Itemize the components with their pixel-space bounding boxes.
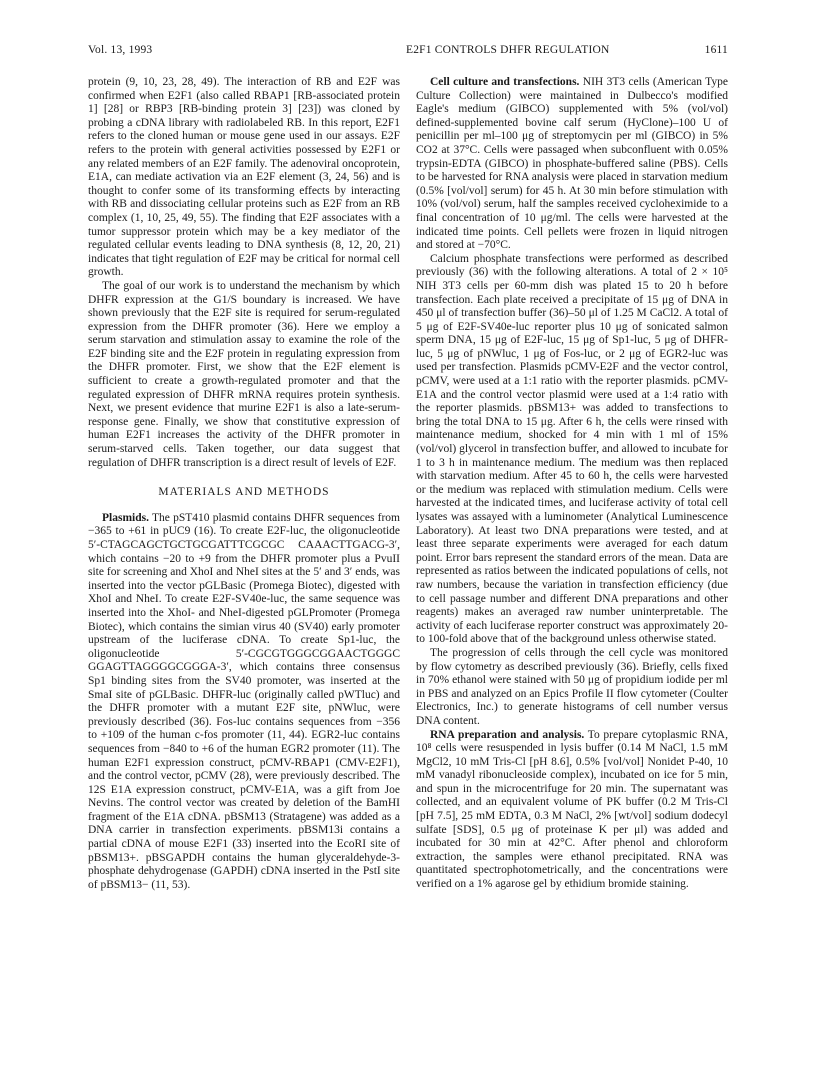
intro-paragraph-1: protein (9, 10, 23, 28, 49). The interaction of RB and E2F was confirmed when E2F1 (also called RBAP1 [RB-associated protein 1] [28] or RBP3 [RB-binding protein 3] [23]) was cloned by probing a cDNA library with radiolabeled RB. In this report, E2F1 refers to the cloned human or mouse gene used in our assays. E2F refers to the protein with general activities possessed by E2F1 or any related members of an E2F family. The adenoviral oncoprotein, E1A, can mediate activation via an E2F element (3, 24, 56) and is thought to confer some of its transforming effects by interacting with RB and dissociating cellular proteins such as E2F from an RB complex (1, 10, 25, 49, 55). The finding that E2F associates with a tumor suppressor protein which may be a key mediator of the regulated cellular events leading to DNA synthesis (8, 12, 20, 21) indicates that tight regulation of E2F may be critical for normal cell growth. <box>88 76 400 279</box>
plasmids-paragraph <box>88 512 400 893</box>
flow-cytometry-paragraph: The progression of cells through the cell cycle was monitored by flow cytometry as described previously (36). Briefly, cells fixed in 70% ethanol were stained with 50 μg of propidium iodide per ml in PBS and analyzed on an Epics Profile II flow cytometer (Coulter Electronics, Inc.) to generate histograms of cell number versus DNA content. <box>416 646 728 727</box>
right-column <box>416 76 728 892</box>
plasmids-heading: Plasmids. <box>102 511 149 524</box>
cell-culture-heading: Cell culture and transfections. <box>430 76 580 88</box>
rna-text: To prepare cytoplasmic RNA, 10⁸ cells were resuspended in lysis buffer (0.14 M NaCl, 1.5 mM MgCl2, 10 mM Tris-Cl [pH 8.6], 0.5% [vol/vol] Nonidet P-40, 10 mM vanadyl ribonucleoside complex), incubated on ice for 5 min, and spun in the microcentrifuge for 20 min. The supernatant was collected, and an equivalent volume of PK buffer (0.2 M Tris-Cl [pH 7.5], 25 mM EDTA, 0.3 M NaCl, 2% [wt/vol] sodium dodecyl sulfate [SDS], 0.5 μg of proteinase K per μl) was added and incubated for 30 min at 42°C. After phenol and chloroform extraction, the samples were ethanol precipitated. RNA was quantitated spectrophotometrically, and the concentrations were verified on a 1% agarose gel by ethidium bromide staining. <box>416 728 728 891</box>
left-column <box>88 76 400 892</box>
cell-culture-text: NIH 3T3 cells (American Type Culture Collection) were maintained in Dulbecco's modified Eagle's medium (GIBCO) supplemented with 5% (vol/vol) defined-supplemented bovine calf serum (HyClone)–100 U of penicillin per ml–100 μg of streptomycin per ml (GIBCO) in 5% CO2 at 37°C. Cells were passaged when subconfluent with 0.05% trypsin-EDTA (GIBCO) in phosphate-buffered saline (PBS). Cells to be harvested for RNA analysis were placed in starvation medium (0.5% [vol/vol] serum) for 45 h. At 30 min before stimulation with 10% (vol/vol) serum, half the samples received cycloheximide to a final concentration of 10 μg/ml. The cells were harvested at the indicated time points. Cell pellets were frozen in liquid nitrogen and stored at −70°C. <box>416 76 728 252</box>
plasmids-text: The pST410 plasmid contains DHFR sequences from −365 to +61 in pUC9 (16). To create E2F-luc, the oligonucleotide 5′-CTAGCAGCTGCTGCGATTTCGCGC CAAACTTGACG-3′, which contains −20 to +9 from the DHFR promoter plus a PvuII site for screening and XhoI and NheI sites at the 5′ and 3′ ends, was inserted into the vector pGLBasic (Promega Biotec), digested with XhoI and NheI. To create E2F-SV40e-luc, the same sequence was inserted into the XhoI- and NheI-digested pGLPromoter (Promega Biotec), which contains the simian virus 40 (SV40) early promoter upstream of the luciferase cDNA. To create Sp1-luc, the oligonucleotide 5′-CGCGTGGGCGGAACTGGGC GGAGTTAGGGGCGGGA-3′, which contains three consensus Sp1 binding sites from the SV40 promoter, was inserted at the SmaI site of pGLBasic. DHFR-luc (originally called pWTluc) and the DHFR promoter with a mutant E2F site, pNWluc, were previously described (36). Fos-luc contains sequences from −356 to +109 of the human c-fos promoter (11, 44). EGR2-luc contains sequences from −840 to +6 of the human EGR2 promoter (11). The human E2F1 expression construct, pCMV-RBAP1 (CMV-E2F1), and the control vector, pCMV (28), were previously described. The 12S E1A expression construct, pCMV-E1A, was a gift from Joe Nevins. The control vector was created by deletion of the BamHI fragment of the E1A cDNA. pBSM13 (Stratagene) was added as a DNA carrier in transfection experiments. pBSM13i contains a partial cDNA of mouse E2F1 (33) inserted into the EcoRI site of pBSM13+. pBSGAPDH contains the human glyceraldehyde-3-phosphate dehydrogenase (GAPDH) cDNA inserted in the PstI site of pBSM13− (11, 53). <box>88 511 400 891</box>
cell-culture-paragraph <box>416 76 728 253</box>
running-header <box>88 44 728 60</box>
rna-paragraph <box>416 729 728 892</box>
page-number: 1611 <box>704 44 728 56</box>
section-heading-materials-methods: MATERIALS AND METHODS <box>158 486 330 499</box>
calcium-phosphate-paragraph: Calcium phosphate transfections were performed as described previously (36) with the following alterations. A total of 2 × 10⁵ NIH 3T3 cells per 60-mm dish was plated 15 to 20 h before transfection. Each plate received a precipitate of 15 μg of DNA in 450 μl of transfection buffer (36)–50 μl of 1.25 M CaCl2. A total of 5 μg of E2F-SV40e-luc reporter plus 10 μg of sonicated salmon sperm DNA, 15 μg of E2F-luc, 15 μg of Sp1-luc, 5 μg of DHFR-luc, 5 μg of pNWluc, 1 μg of Fos-luc, or 2 μg of EGR2-luc was used per transfection. Plasmids pCMV-E2F and the vector control, pCMV, were used at a 1:1 ratio with the reporter plasmids. pCMV-E1A and the control vector plasmid were used at a 1:4 ratio with the reporter plasmids. pBSM13+ was added to transfections to bring the total DNA to 15 μg. After 6 h, the cells were rinsed with maintenance medium, shocked for 4 min with 1 ml of 15% (vol/vol) glycerol in transfection buffer, and allowed to incubate for 1 to 3 h in maintenance medium. The medium was then replaced with starvation medium. After 45 to 60 h, the cells were harvested or the medium was replaced with stimulation medium. Cells were harvested at the indicated times, and luciferase activity of total cell lysates was assayed with a luminometer (Analytical Luminescence Laboratory). At least two DNA preparations were tested, and at least three separate experiments were averaged for each datum point. Error bars represent the standard errors of the mean. Data are represented as ratios between the indicated populations of cells, not raw numbers, because the variation in transfection efficiency (due to cell passage number and different DNA preparations and other reagents) makes an averaged raw number uninterpretable. The activity of each luciferase reporter construct was approximately 20- to 100-fold above that of the background unless otherwise stated. <box>416 252 728 646</box>
running-title: E2F1 CONTROLS DHFR REGULATION <box>406 44 610 56</box>
volume-label: Vol. 13, 1993 <box>88 44 153 56</box>
rna-heading: RNA preparation and analysis. <box>430 728 585 741</box>
intro-paragraph-2: The goal of our work is to understand the mechanism by which DHFR expression at the G1/S boundary is increased. We have shown previously that the E2F site is required for serum-regulated expression from the DHFR promoter (36). Here we employ a serum starvation and stimulation assay to examine the role of the E2F binding site and the E2F protein in regulating expression from the DHFR promoter. First, we show that the E2F element is sufficient to create a growth-regulated promoter and that the regulated expression of DHFR mRNA requires protein synthesis. Next, we present evidence that murine E2F1 is also a late-serum-response gene. Finally, we show that constitutive expression of human E2F1 increases the activity of the DHFR promoter in serum-starved cells. Taken together, our data suggest that regulation of DHFR transcription is a direct result of levels of E2F. <box>88 279 400 469</box>
